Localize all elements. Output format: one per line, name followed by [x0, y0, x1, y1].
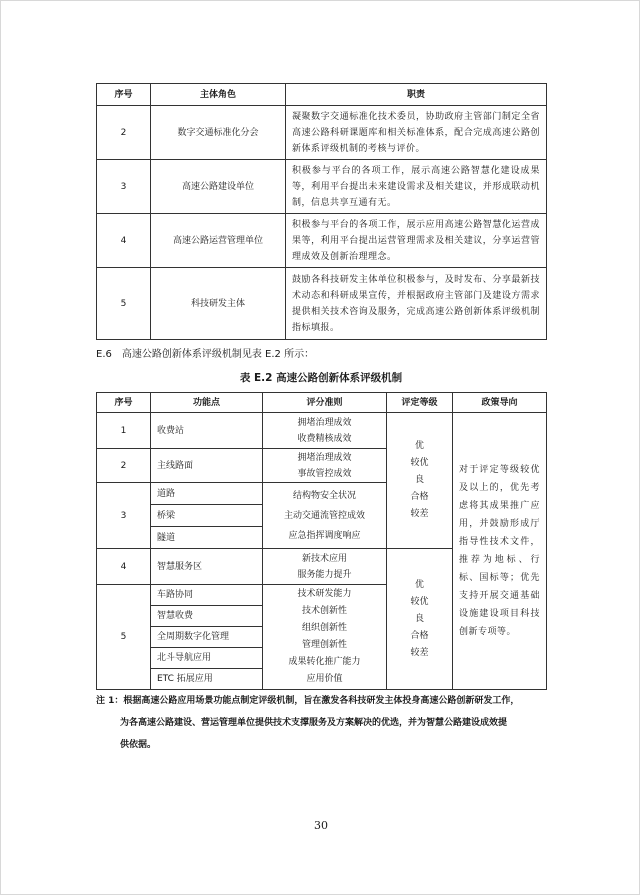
header-rating: 评定等级 — [387, 393, 453, 413]
criteria-cell — [263, 413, 387, 449]
group-no: 3 — [97, 483, 151, 549]
rating-level: 良 — [414, 613, 424, 624]
group-no: 2 — [97, 449, 151, 483]
group-no: 5 — [97, 585, 151, 690]
section-e6-text: E.6 高速公路创新体系评级机制见表 E.2 所示： — [96, 349, 315, 360]
criteria-cell — [263, 483, 387, 549]
rating-level: 优 — [414, 441, 424, 451]
table-row — [97, 214, 547, 268]
table-row — [97, 413, 547, 449]
criteria-item: 新技术应用 — [301, 553, 347, 564]
criteria-item: 服务能力提升 — [297, 569, 352, 580]
function-item: 主线路面 — [151, 449, 263, 483]
criteria-cell — [263, 549, 387, 585]
note-line: 注 1：根据高速公路应用场景功能点制定评级机制，旨在激发各科技研发主体投身高速公路创新研发工作， — [96, 696, 520, 706]
rating-level: 较优 — [410, 458, 429, 468]
row-role: 高速公路运营管理单位 — [151, 214, 286, 268]
header-no: 序号 — [97, 84, 151, 106]
criteria-item: 组织创新性 — [301, 623, 347, 633]
table-row — [97, 268, 547, 340]
row-role: 科技研发主体 — [151, 268, 286, 340]
rating-level: 较差 — [410, 509, 429, 519]
rating-mechanism-table — [96, 392, 547, 690]
function-item: 车路协同 — [151, 585, 263, 606]
header-criteria: 评分准则 — [263, 393, 387, 413]
criteria-item: 技术研发能力 — [297, 589, 352, 599]
criteria-item: 成果转化推广能力 — [288, 657, 361, 667]
table-header-row — [97, 84, 547, 106]
row-duty: 凝聚数字交通标准化技术委员，协助政府主管部门制定全省高速公路科研课题库和相关标准体系，配合完成高速公路创新体系评级机制的考核与评价。 — [286, 106, 547, 160]
rating-level: 良 — [414, 475, 424, 485]
function-item: 智慧服务区 — [151, 549, 263, 585]
row-duty: 鼓励各科技研发主体单位积极参与，及时发布、分享最新技术动态和科研成果宣传，并根据政府主管部门及建设方需求提供相关技术咨询及服务，完成高速公路创新体系评级机制指标填报。 — [286, 268, 547, 340]
row-no: 2 — [97, 106, 151, 160]
function-item: ETC 拓展应用 — [151, 669, 263, 690]
table-e2-title: 表 E.2 高速公路创新体系评级机制 — [239, 372, 403, 384]
row-no: 4 — [97, 214, 151, 268]
row-no: 5 — [97, 268, 151, 340]
function-item: 北斗导航应用 — [151, 648, 263, 669]
group-no: 4 — [97, 549, 151, 585]
header-duty: 职责 — [286, 84, 547, 106]
header-no: 序号 — [97, 393, 151, 413]
criteria-cell — [263, 449, 387, 483]
header-role: 主体角色 — [151, 84, 286, 106]
function-item: 收费站 — [151, 413, 263, 449]
rating-level: 合格 — [410, 630, 429, 641]
criteria-item: 管理创新性 — [301, 640, 347, 650]
criteria-item: 主动交通流管控成效 — [283, 510, 365, 521]
group-no: 1 — [97, 413, 151, 449]
rating-cell-bottom — [387, 549, 453, 690]
criteria-item: 应急指挥调度响应 — [288, 530, 361, 541]
rating-level: 合格 — [410, 492, 429, 502]
criteria-item: 拥堵治理成效 — [297, 452, 352, 463]
rating-level: 较差 — [410, 647, 429, 658]
function-item: 全周期数字化管理 — [151, 627, 263, 648]
table-row — [97, 106, 547, 160]
criteria-item: 收费精核成效 — [297, 433, 352, 444]
row-role: 高速公路建设单位 — [151, 160, 286, 214]
criteria-item: 结构物安全状况 — [292, 490, 356, 501]
criteria-item: 拥堵治理成效 — [297, 417, 352, 428]
rating-cell-top — [387, 413, 453, 549]
note-line: 供依据。 — [120, 740, 157, 750]
criteria-cell — [263, 585, 387, 690]
rating-level: 较优 — [410, 596, 429, 607]
criteria-item: 技术创新性 — [301, 606, 347, 616]
note-line: 为各高速公路建设、营运管理单位提供技术支撑服务及方案解决的优选，并为智慧公路建设成效提 — [120, 718, 508, 728]
header-function: 功能点 — [151, 393, 263, 413]
function-item: 桥梁 — [151, 505, 263, 527]
policy-cell: 对于评定等级较优及以上的，优先考虑将其成果推广应用，并鼓励形成厅指导性技术文件，推荐为地标、行标、国标等；优先支持开展交通基础设施建设项目科技创新专项等。 — [453, 413, 547, 690]
header-policy: 政策导向 — [453, 393, 547, 413]
row-duty: 积极参与平台的各项工作，展示应用高速公路智慧化运营成果等，利用平台提出运营管理需求及相关建议，分享运营管理成效及创新治理理念。 — [286, 214, 547, 268]
row-no: 3 — [97, 160, 151, 214]
function-item: 隧道 — [151, 527, 263, 549]
table-row — [97, 160, 547, 214]
function-item: 道路 — [151, 483, 263, 505]
row-duty: 积极参与平台的各项工作，展示高速公路智慧化建设成果等，利用平台提出未来建设需求及相关建议，并形成联动机制，信息共享互通有无。 — [286, 160, 547, 214]
criteria-item: 应用价值 — [306, 674, 343, 684]
criteria-item: 事故管控成效 — [297, 468, 352, 479]
table-header-row — [97, 393, 547, 413]
role-duty-table — [96, 83, 547, 340]
table-note — [96, 690, 551, 756]
row-role: 数字交通标准化分会 — [151, 106, 286, 160]
function-item: 智慧收费 — [151, 606, 263, 627]
rating-level: 优 — [414, 579, 424, 590]
page-number: 30 — [314, 819, 328, 832]
